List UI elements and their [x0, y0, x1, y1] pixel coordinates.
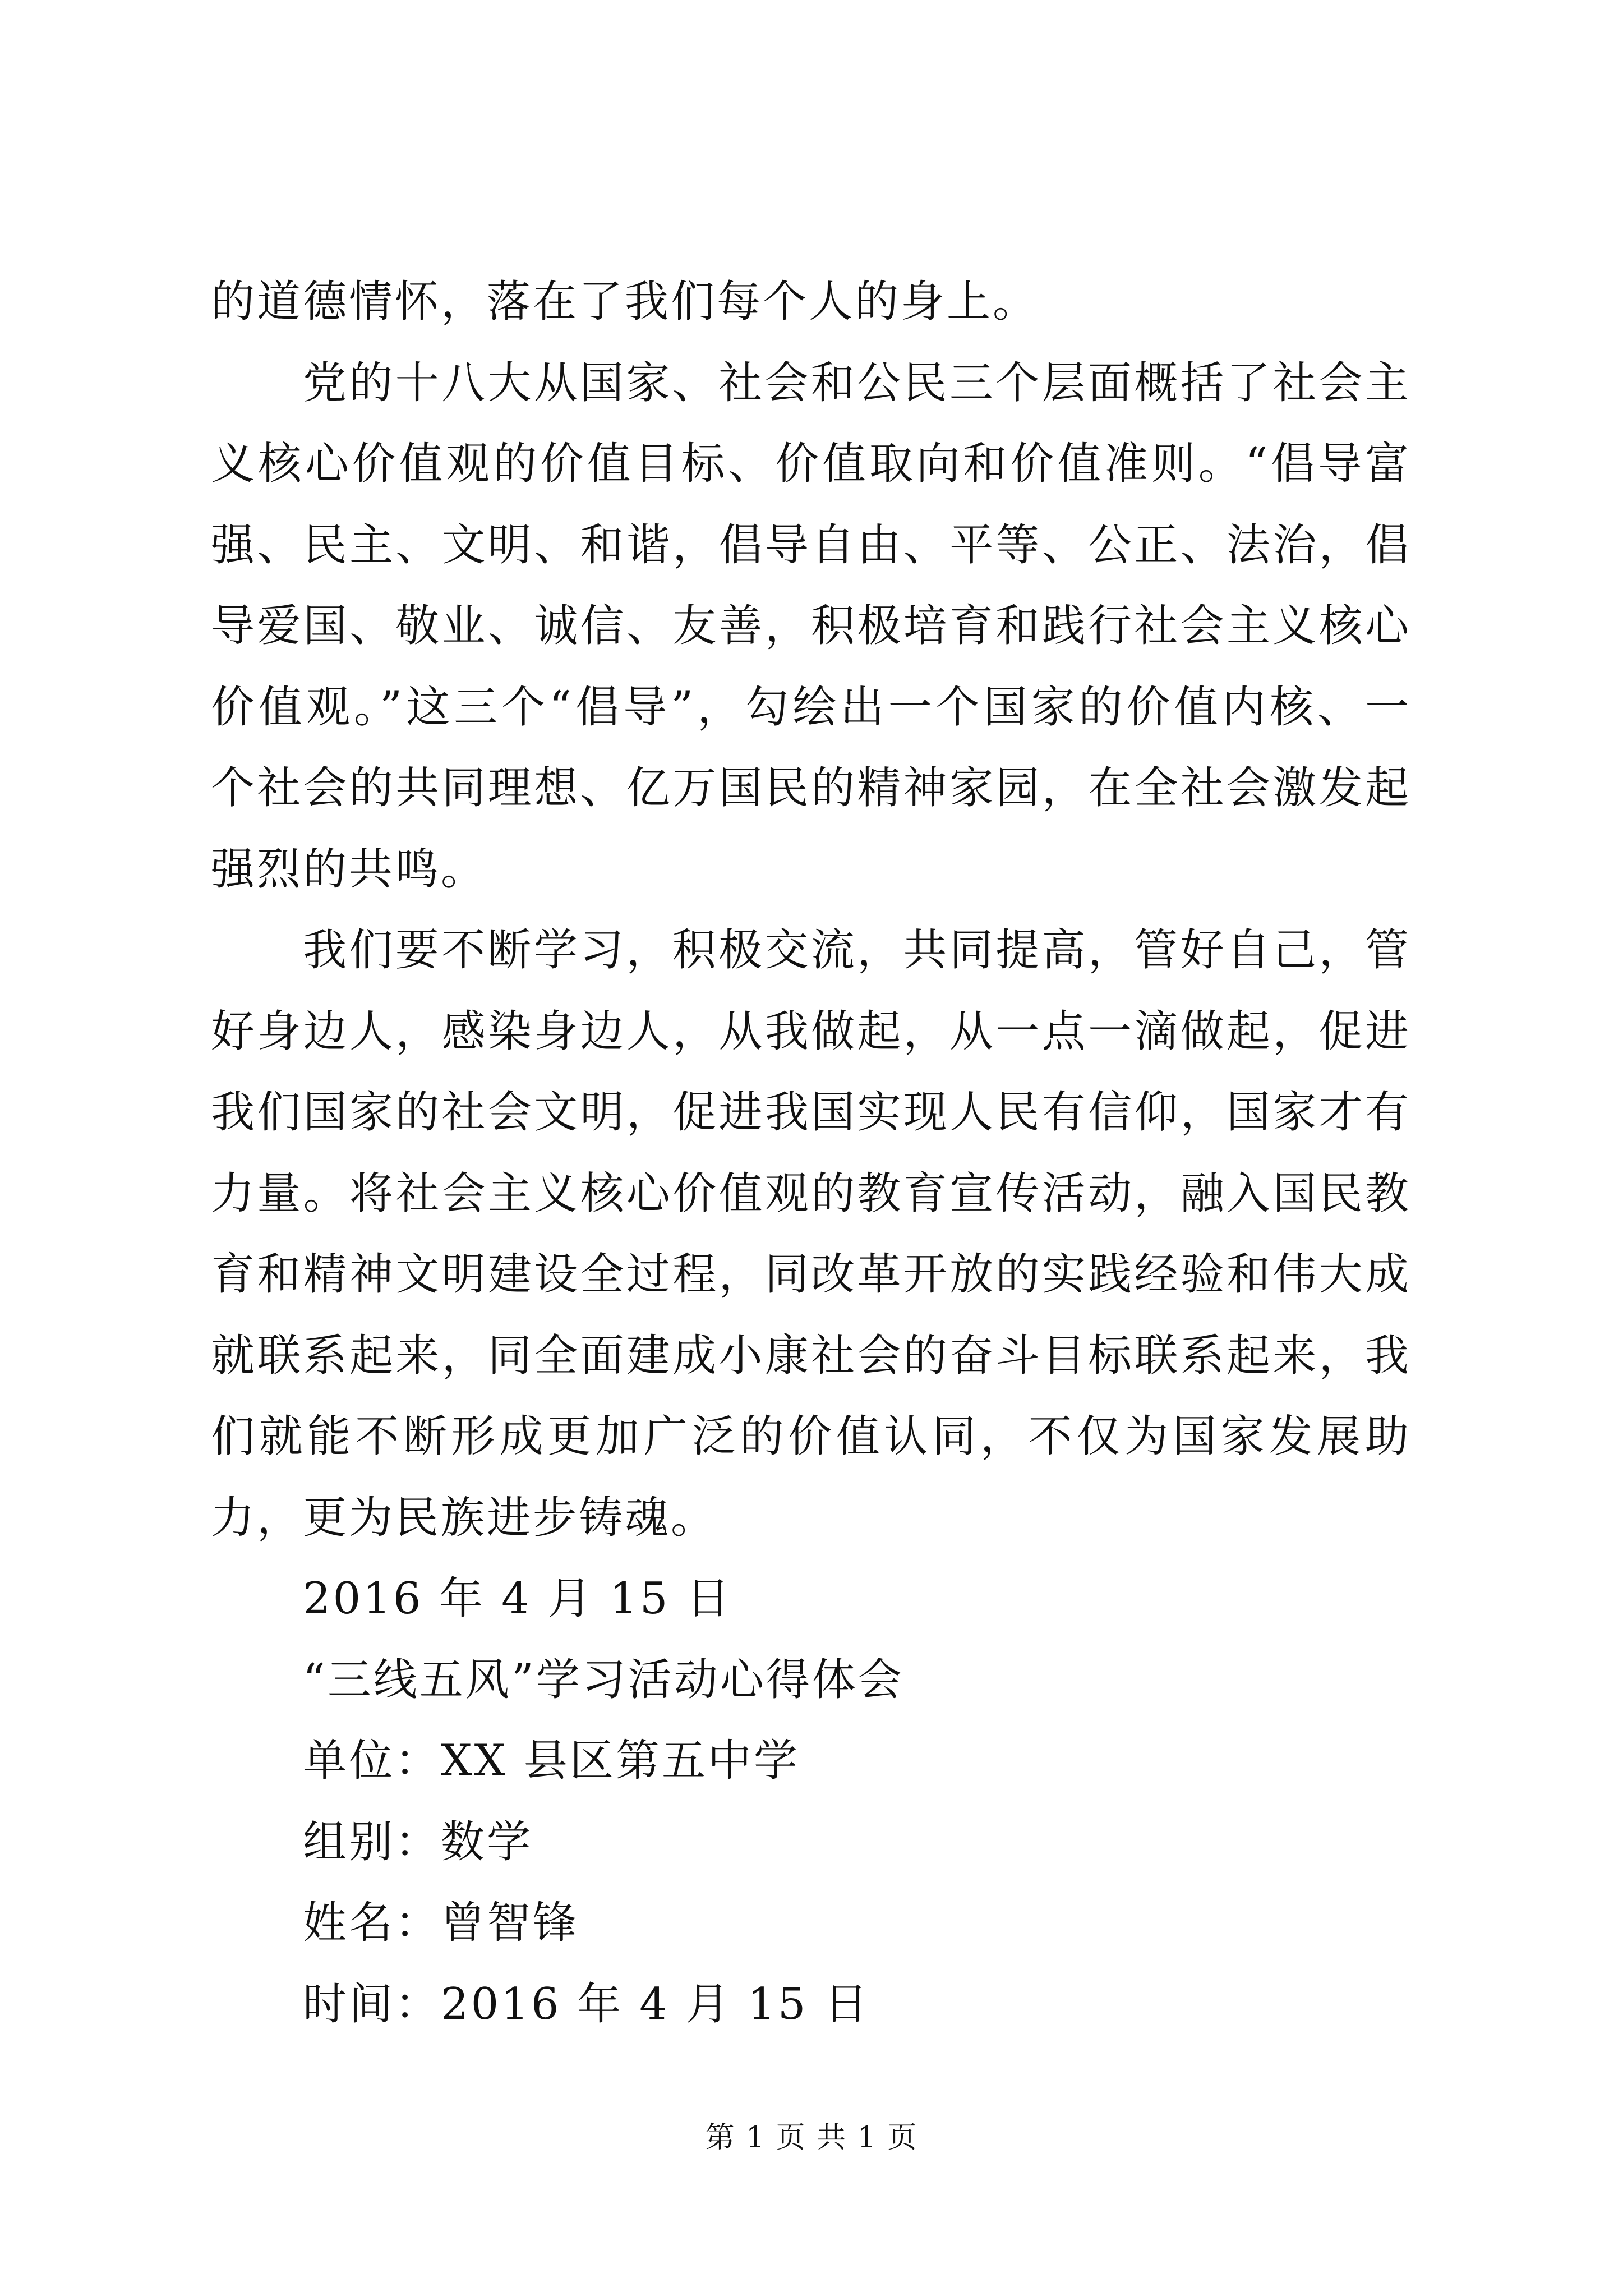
paragraph-continuation: 的道德情怀，落在了我们每个人的身上。	[211, 277, 1039, 327]
paragraph-action: 我们要不断学习，积极交流，共同提高，管好自己，管好身边人，感染身边人，从我做起，从一点一滴做起，促进我们国家的社会文明，促进我国实现人民有信仰，国家才有力量。将社会主义核心价值观的教育宣传活动，融入国民教育和精神文明建设全过程，同改革开放的实践经验和伟大成就联系起来，同全面建成小康社会的奋斗目标联系起来，我们就能不断形成更加广泛的价值认同，不仅为国家发展助力，更为民族进步铸魂。	[211, 925, 1411, 1543]
unit-line: 单位：XX 县区第五中学	[303, 1736, 800, 1786]
author-name-line: 姓名：曾智锋	[303, 1898, 579, 1948]
document-body	[211, 261, 1411, 2045]
paragraph-core-values: 党的十八大从国家、社会和公民三个层面概括了社会主义核心价值观的价值目标、价值取向和价值准则。“倡导富强、民主、文明、和谐，倡导自由、平等、公正、法治，倡导爱国、敬业、诚信、友善，积极培育和践行社会主义核心价值观。”这三个“倡导”，勾绘出一个国家的价值内核、一个社会的共同理想、亿万国民的精神家园，在全社会激发起强烈的共鸣。	[211, 357, 1411, 895]
page-footer: 第 1 页 共 1 页	[705, 2121, 918, 2155]
document-title: “三线五风”学习活动心得体会	[303, 1654, 904, 1705]
time-line: 时间：2016 年 4 月 15 日	[303, 1978, 870, 2030]
group-line: 组别：数学	[303, 1816, 533, 1867]
date-line: 2016 年 4 月 15 日	[303, 1573, 732, 1624]
